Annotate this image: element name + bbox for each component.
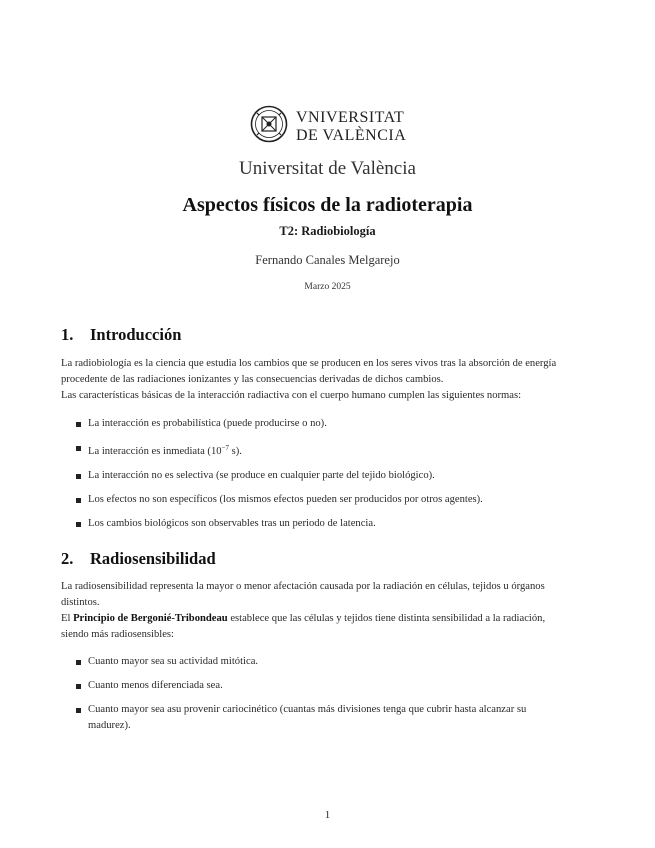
list-item-suffix: s). [229,446,242,457]
radiosensitivity-paragraph [61,579,596,643]
paragraph-line: La radiosensibilidad representa la mayor o menor afectación causada por la radiación en células, tejidos u órganos [61,581,545,592]
principle-line [61,611,596,627]
bullet-icon [76,522,81,527]
document-date: Marzo 2025 [304,282,351,292]
principle-prefix: El [61,613,74,624]
section-title: Radiosensibilidad [90,549,216,568]
list-item-continuation: madurez). [88,720,131,731]
section-heading-introduccion [61,325,181,345]
list-item-text: La interacción es probabilística (puede producirse o no). [88,418,327,429]
intro-paragraph [61,356,596,404]
list-item [61,440,596,460]
paragraph-line: procedente de las radiaciones ionizantes y las consecuencias derivadas de dichos cambios. [61,374,444,385]
document-title: Aspectos físicos de la radioterapia [182,194,473,216]
list-item-text: La interacción no es selectiva (se produce en cualquier parte del tejido biológico). [88,470,435,481]
list-item-text: Cuanto mayor sea asu provenir cariocinético (cuantas más divisiones tenga que cubrir hasta alcanzar su [88,704,527,715]
list-item [61,416,596,432]
section-title: Introducción [90,325,182,344]
list-item [61,516,596,532]
radiosensitivity-bullet-list [61,654,596,734]
list-item-text: Cuanto menos diferenciada sea. [88,680,223,691]
bullet-icon [76,708,81,713]
university-name: Universitat de València [239,158,416,179]
section-number: 2. [61,549,74,568]
exponent: −7 [221,444,229,452]
principle-rest: establece que las células y tejidos tiene distinta sensibilidad a la radiación, [227,613,546,624]
bullet-icon [76,660,81,665]
section-number: 1. [61,325,74,344]
bullet-icon [76,498,81,503]
paragraph-line: distintos. [61,597,100,608]
paragraph-line: Las características básicas de la interacción radiactiva con el cuerpo humano cumplen las siguientes normas: [61,390,522,401]
paragraph-line: siendo más radiosensibles: [61,629,174,640]
author-name: Fernando Canales Melgarejo [255,253,400,267]
page-number: 1 [324,810,331,821]
bullet-icon [76,446,81,451]
list-item [61,468,596,484]
logo-text-line1: VNIVERSITAT [296,109,405,126]
bullet-icon [76,684,81,689]
university-logo [250,104,406,144]
list-item [61,492,596,508]
list-item [61,654,596,670]
principle-name: Principio de Bergonié-Tribondeau [73,613,228,624]
list-item-text: Cuanto mayor sea su actividad mitótica. [88,656,259,667]
bullet-icon [76,474,81,479]
paragraph-line: La radiobiología es la ciencia que estudia los cambios que se producen en los seres vivos tras la absorción de energía [61,358,557,369]
list-item [61,678,596,694]
university-seal-icon [250,104,406,144]
list-item-text: Los cambios biológicos son observables tras un periodo de latencia. [88,518,376,529]
list-item [61,702,596,734]
logo-text-line2: DE VALÈNCIA [296,127,406,144]
bullet-icon [76,422,81,427]
list-item-text: Los efectos no son específicos (los mismos efectos pueden ser producidos por otros agentes). [88,494,483,505]
list-item-text: La interacción es inmediata (10 [88,446,222,457]
section-heading-radiosensibilidad [61,549,216,569]
document-subtitle: T2: Radiobiología [279,224,376,238]
intro-bullet-list [61,416,596,532]
